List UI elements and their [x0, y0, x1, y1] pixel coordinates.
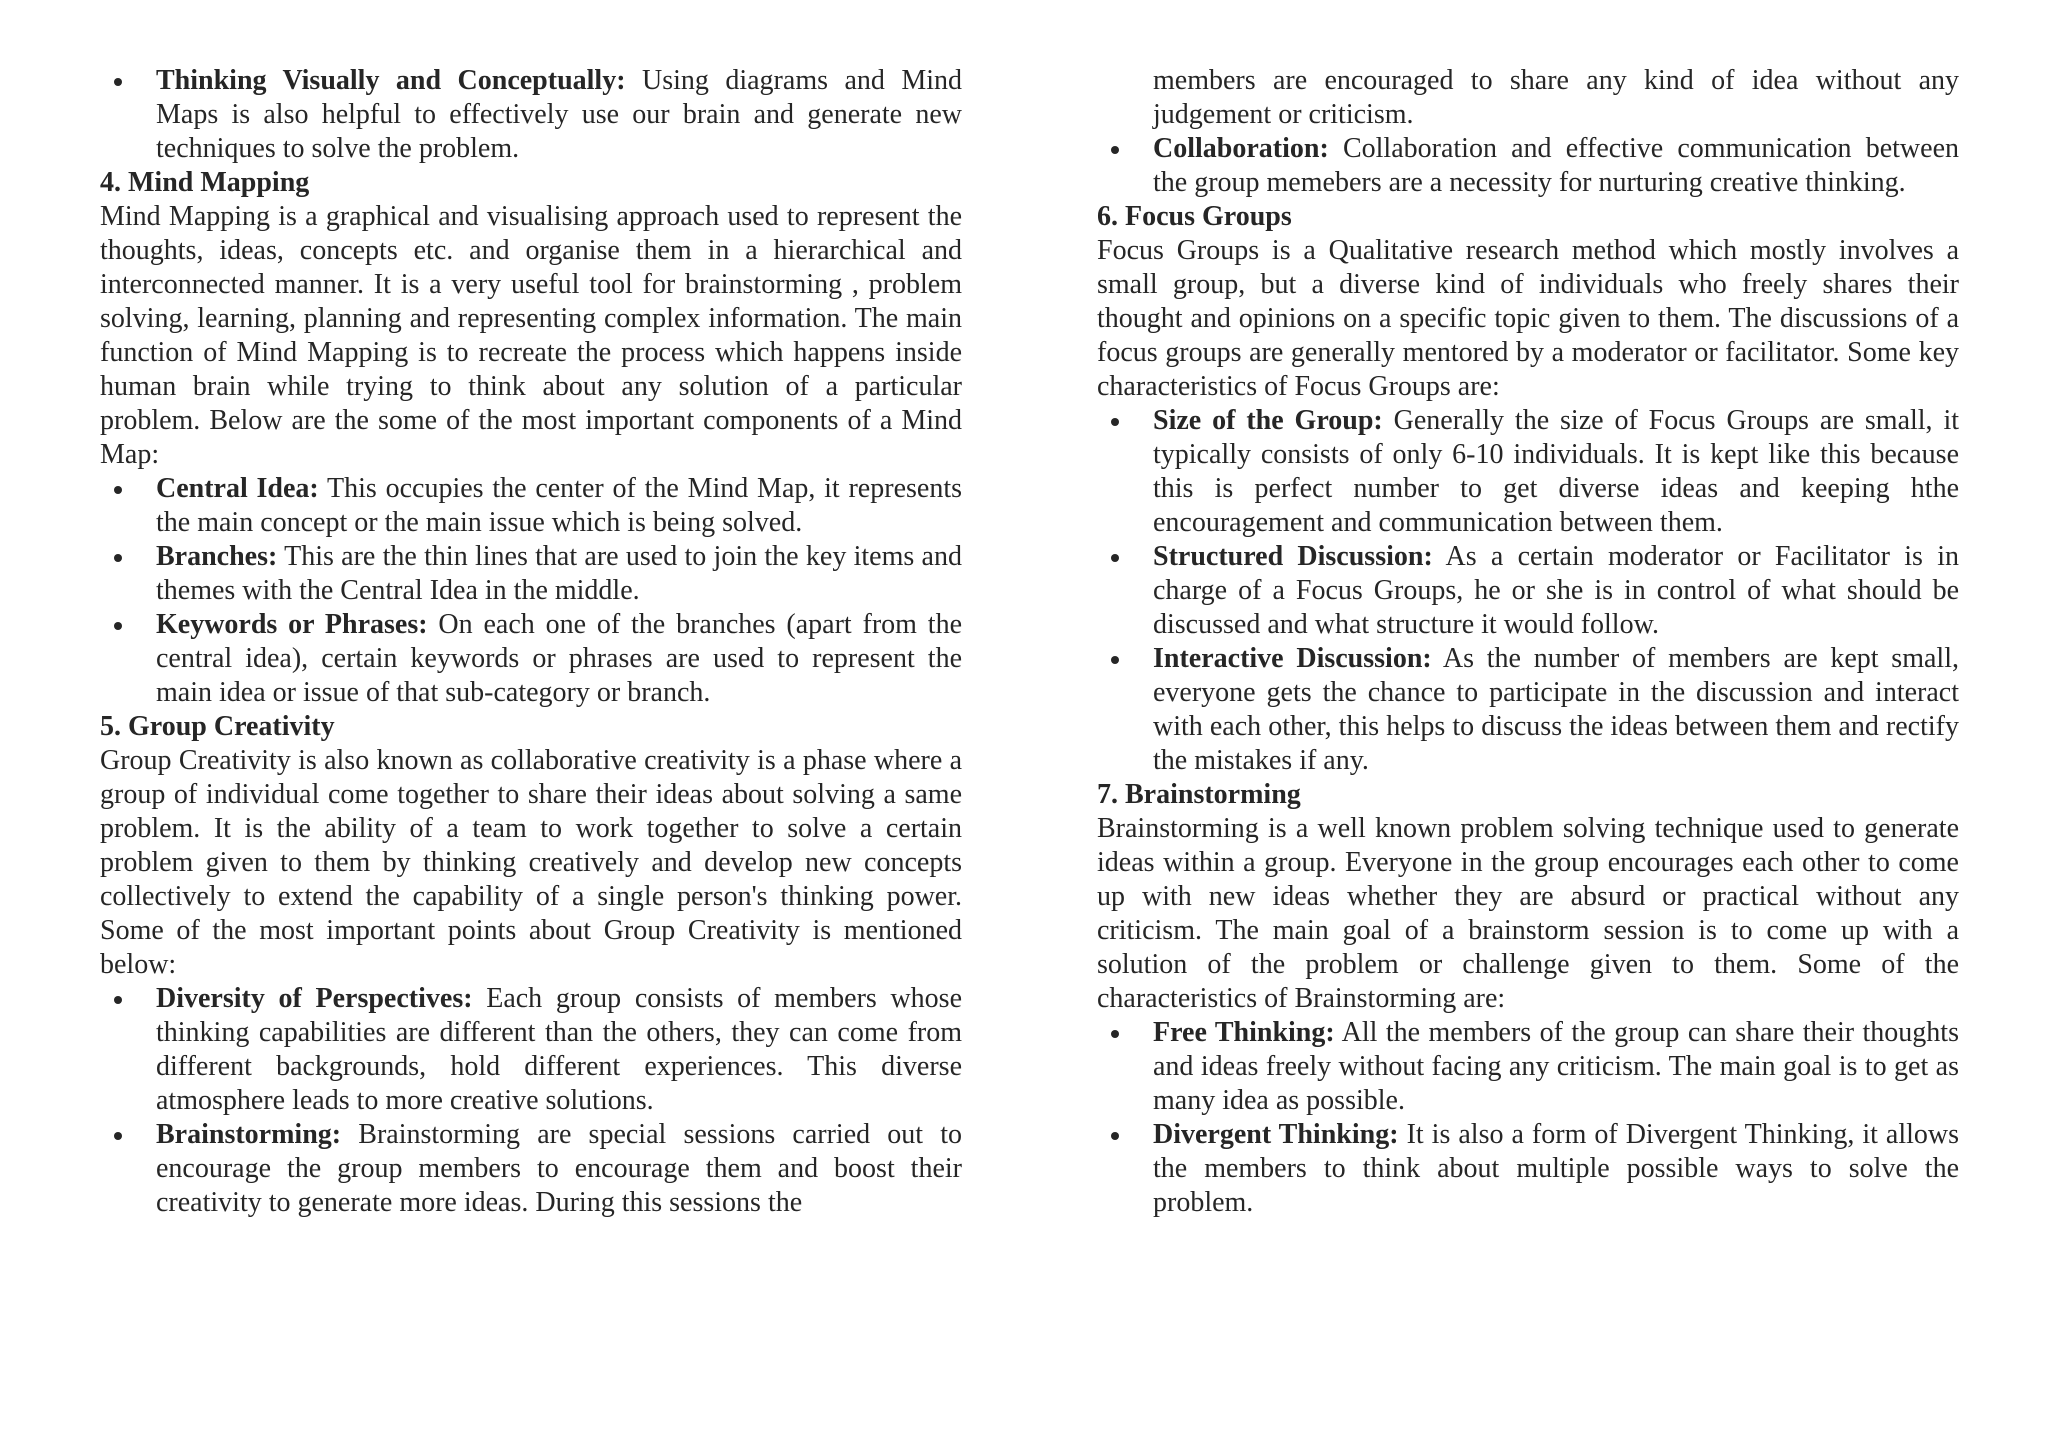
list-item	[1097, 642, 1959, 778]
list-item	[100, 64, 962, 166]
bullet-icon	[1111, 554, 1119, 562]
bullet-text: All the members of the group can share their thoughts and ideas freely without facing any criticism. The main goal is to get as many idea as possible.	[1153, 1017, 1959, 1116]
group-creativity-intro: Group Creativity is also known as collaborative creativity is a phase where a group of individual come together to share their ideas about solving a same problem. It is the ability of a team to work together to solve a certain problem given to them by thinking creatively and develop new concepts collectively to extend the capability of a single person's thinking power. Some of the most important points about Group Creativity is mentioned below:	[100, 745, 962, 980]
list-item	[100, 472, 962, 540]
group-creativity-list	[100, 982, 962, 1220]
section-heading-focus-groups: 6. Focus Groups	[1097, 201, 1292, 232]
list-item	[1097, 540, 1959, 642]
bullet-icon	[114, 622, 122, 630]
bullet-icon	[1111, 1132, 1119, 1140]
bullet-icon	[114, 78, 122, 86]
bullet-term: Divergent Thinking:	[1153, 1119, 1399, 1150]
bullet-icon	[114, 486, 122, 494]
bullet-term: Diversity of Perspectives:	[156, 983, 473, 1014]
bullet-icon	[1111, 656, 1119, 664]
bullet-term: Central Idea:	[156, 473, 319, 504]
bullet-icon	[1111, 1030, 1119, 1038]
bullet-term: Free Thinking:	[1153, 1017, 1335, 1048]
collaboration-list	[1097, 132, 1959, 200]
bullet-text: Using diagrams and Mind Maps is also helpful to effectively use our brain and generate new techniques to solve the problem.	[156, 65, 963, 164]
bullet-term: Thinking Visually and Conceptually:	[156, 65, 626, 96]
right-column	[1097, 64, 1959, 1220]
brainstorming-intro: Brainstorming is a well known problem solving technique used to generate ideas within a group. Everyone in the group encourages each other to come up with new ideas whether they are absurd or practical without any criticism. The main goal of a brainstorm session is to come up with a solution of the problem or challenge given to them. Some of the characteristics of Brainstorming are:	[1097, 813, 1959, 1014]
brainstorming-list	[1097, 1016, 1959, 1220]
bullet-icon	[114, 1132, 122, 1140]
list-item	[100, 1118, 962, 1220]
thinking-visually-list	[100, 64, 962, 166]
list-item	[100, 982, 962, 1118]
bullet-text: As the number of members are kept small, everyone gets the chance to participate in the discussion and interact with each other, this helps to discuss the ideas between them and rectify the mistakes if any.	[1153, 643, 1959, 776]
list-item	[100, 540, 962, 608]
brainstorming-continuation: members are encouraged to share any kind of idea without any judgement or criticism.	[1153, 65, 1959, 130]
section-heading-brainstorming: 7. Brainstorming	[1097, 779, 1301, 810]
bullet-text: Brainstorming are special sessions carried out to encourage the group members to encourage them and boost their creativity to generate more ideas. During this sessions the	[156, 1119, 963, 1218]
list-item	[100, 608, 962, 710]
bullet-text: Collaboration and effective communication between the group memebers are a necessity for nurturing creative thinking.	[1153, 133, 1959, 198]
bullet-term: Collaboration:	[1153, 133, 1329, 164]
section-heading-mind-mapping: 4. Mind Mapping	[100, 167, 310, 198]
left-column	[100, 64, 962, 1220]
bullet-term: Brainstorming:	[156, 1119, 342, 1150]
bullet-icon	[114, 996, 122, 1004]
focus-groups-list	[1097, 404, 1959, 778]
list-item	[1097, 1016, 1959, 1118]
section-heading-group-creativity: 5. Group Creativity	[100, 711, 335, 742]
bullet-icon	[1111, 418, 1119, 426]
bullet-term: Interactive Discussion:	[1153, 643, 1432, 674]
bullet-text: As a certain moderator or Facilitator is in charge of a Focus Groups, he or she is in control of what should be discussed and what structure it would follow.	[1153, 541, 1959, 640]
bullet-term: Size of the Group:	[1153, 405, 1383, 436]
bullet-text: On each one of the branches (apart from the central idea), certain keywords or phrases are used to represent the main idea or issue of that sub-category or branch.	[156, 609, 962, 708]
bullet-term: Structured Discussion:	[1153, 541, 1433, 572]
bullet-text: This are the thin lines that are used to join the key items and themes with the Central Idea in the middle.	[156, 541, 962, 606]
mind-mapping-intro: Mind Mapping is a graphical and visualising approach used to represent the thoughts, ideas, concepts etc. and organise them in a hierarchical and interconnected manner. It is a very useful tool for brainstorming , problem solving, learning, planning and representing complex information. The main function of Mind Mapping is to recreate the process which happens inside human brain while trying to think about any solution of a particular problem. Below are the some of the most important components of a Mind Map:	[100, 201, 962, 470]
list-item	[1097, 1118, 1959, 1220]
list-item	[1097, 132, 1959, 200]
bullet-term: Branches:	[156, 541, 278, 572]
bullet-text: Generally the size of Focus Groups are small, it typically consists of only 6-10 individuals. It is kept like this because this is perfect number to get diverse ideas and keeping hthe encouragement and communication between them.	[1153, 405, 1960, 538]
bullet-icon	[114, 554, 122, 562]
bullet-text: It is also a form of Divergent Thinking, it allows the members to think about multiple possible ways to solve the problem.	[1153, 1119, 1959, 1218]
list-item	[1097, 404, 1959, 540]
bullet-text: Each group consists of members whose thinking capabilities are different than the others, they can come from different backgrounds, hold different experiences. This diverse atmosphere leads to more creative solutions.	[156, 983, 963, 1116]
bullet-text: This occupies the center of the Mind Map, it represents the main concept or the main issue which is being solved.	[156, 473, 962, 538]
mind-map-components-list	[100, 472, 962, 710]
bullet-icon	[1111, 146, 1119, 154]
bullet-term: Keywords or Phrases:	[156, 609, 428, 640]
focus-groups-intro: Focus Groups is a Qualitative research method which mostly involves a small group, but a diverse kind of individuals who freely shares their thought and opinions on a specific topic given to them. The discussions of a focus groups are generally mentored by a moderator or facilitator. Some key characteristics of Focus Groups are:	[1097, 235, 1959, 402]
